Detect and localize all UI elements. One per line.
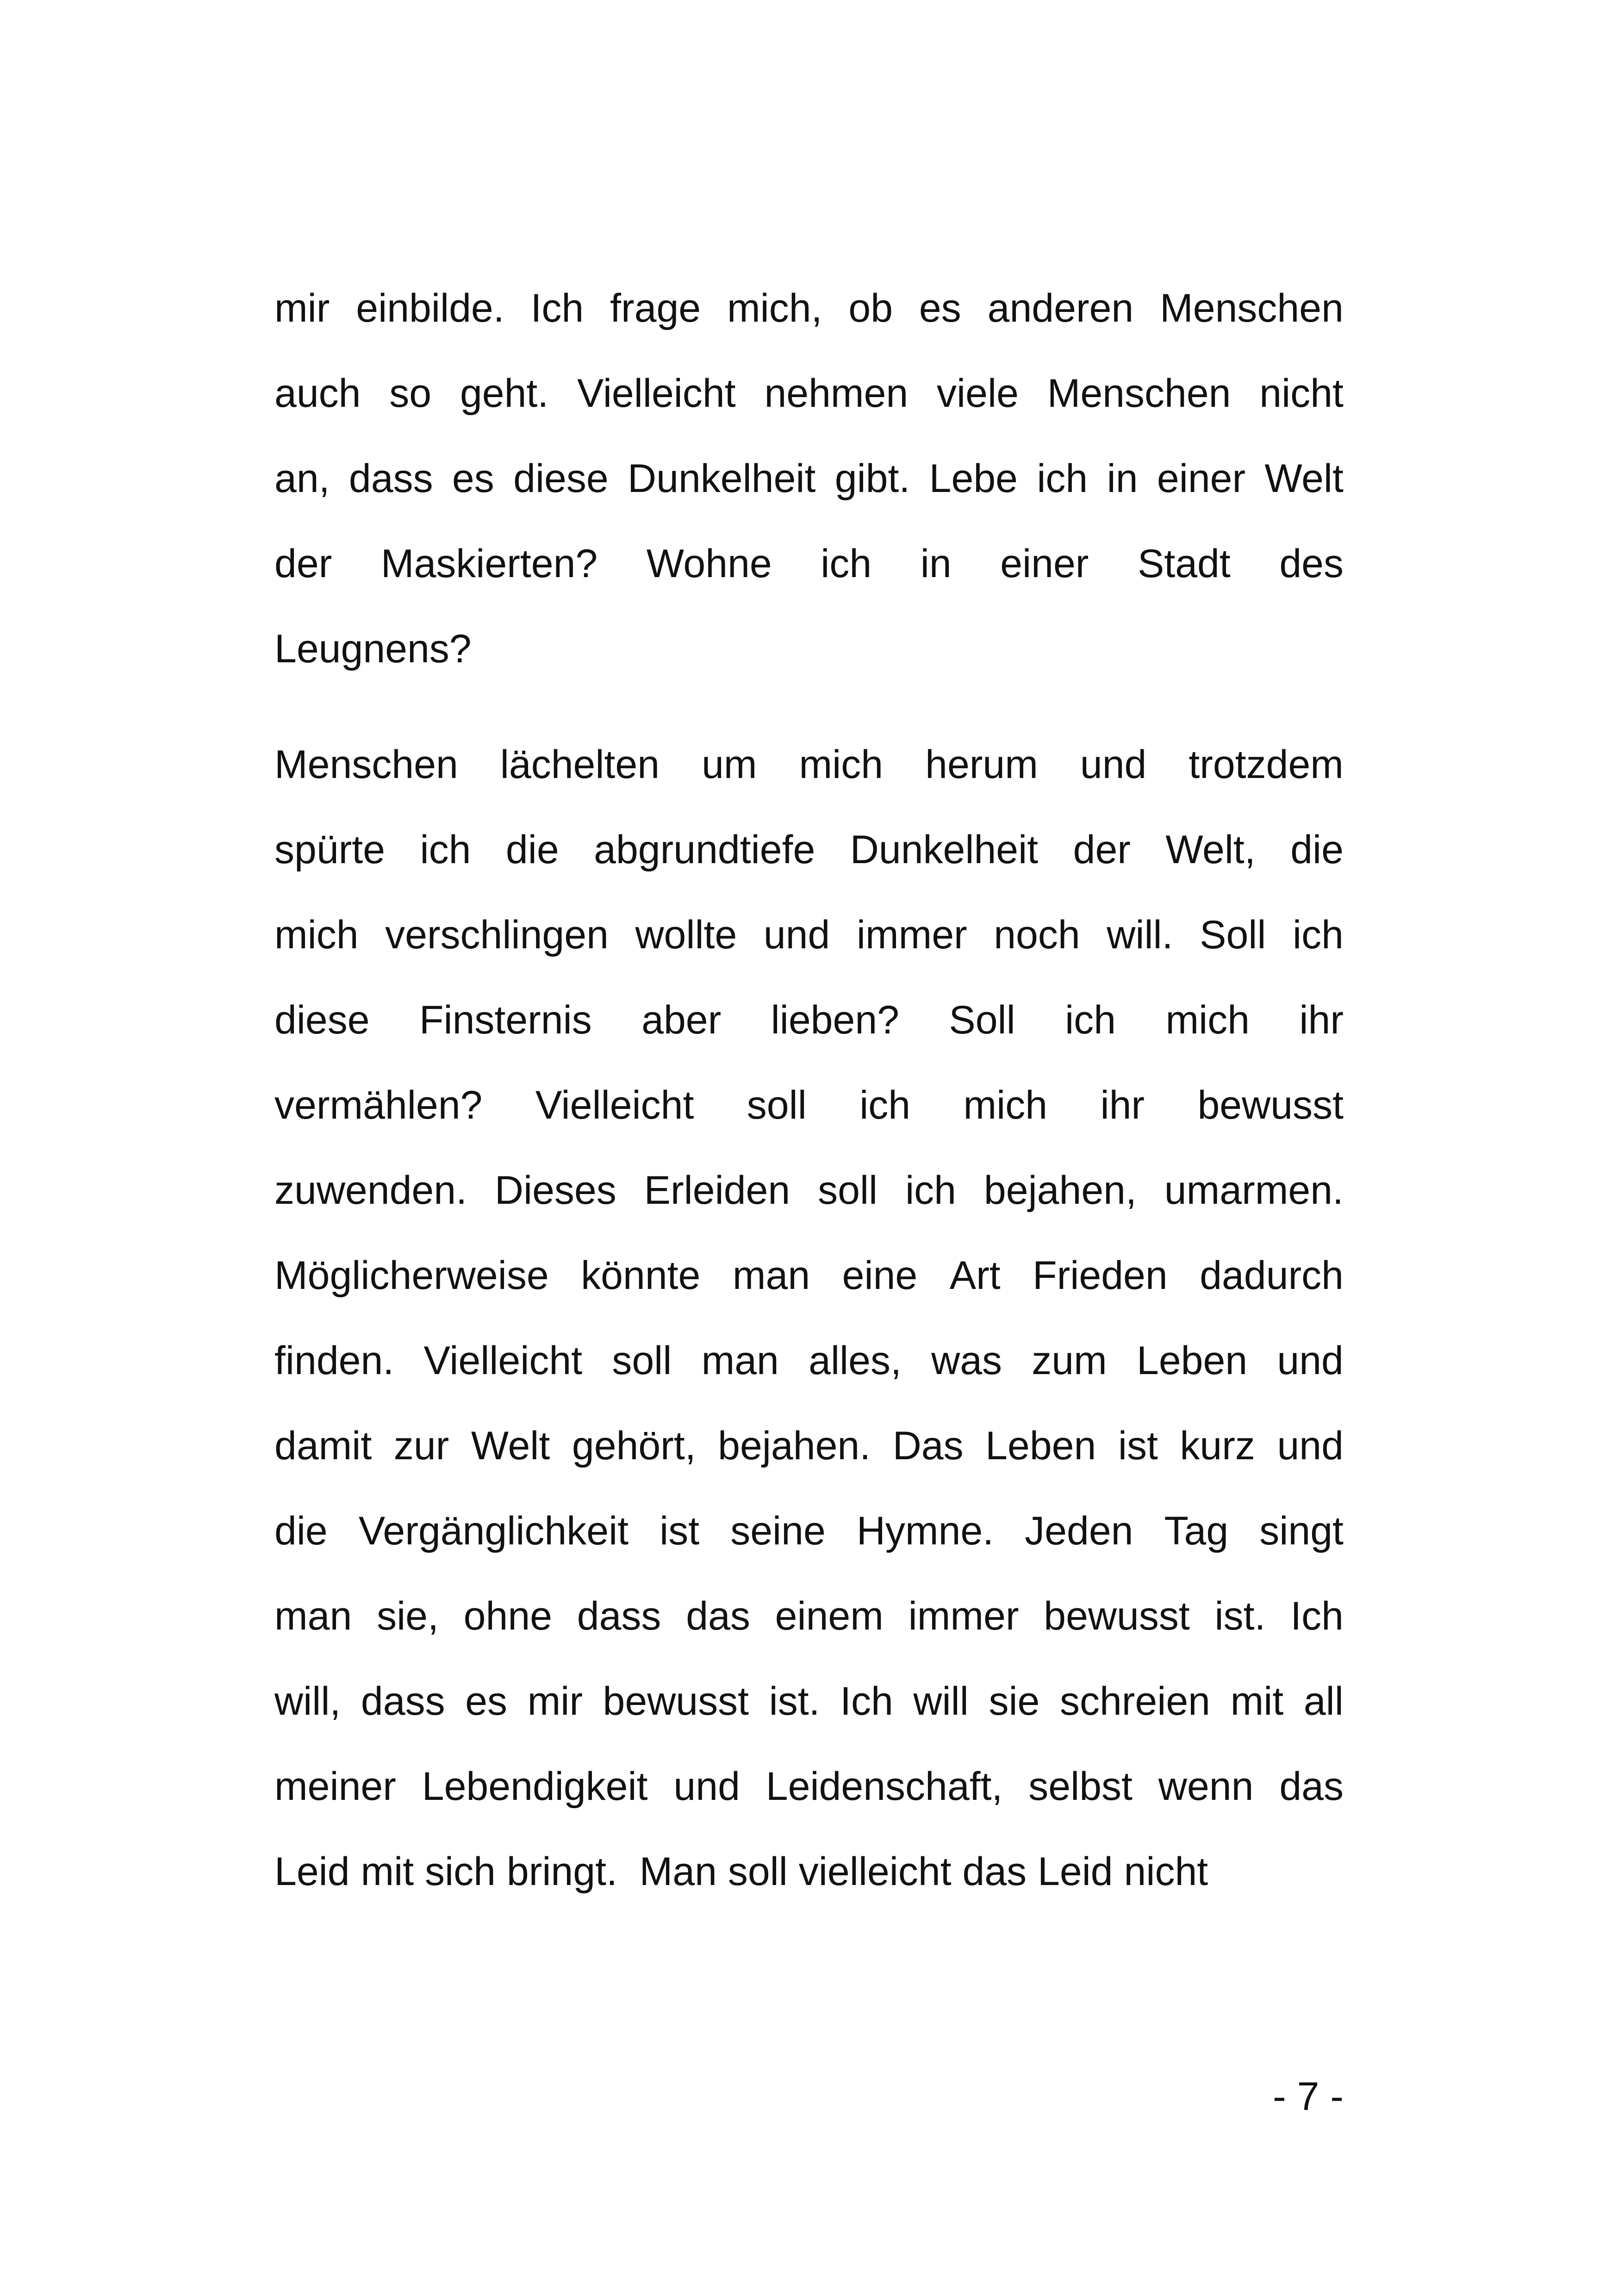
word: die bbox=[274, 1509, 328, 1553]
word: bewusst bbox=[1197, 1083, 1344, 1127]
text-line bbox=[274, 1063, 1344, 1148]
word: es bbox=[452, 456, 494, 501]
text-line bbox=[274, 436, 1344, 521]
word: Lebe bbox=[929, 456, 1018, 501]
word: nehmen bbox=[764, 371, 909, 416]
word: man bbox=[732, 1253, 810, 1298]
word: vermählen? bbox=[274, 1083, 483, 1127]
word: zuwenden. bbox=[274, 1168, 467, 1213]
word: sie, bbox=[377, 1594, 439, 1638]
word: wollte bbox=[635, 913, 737, 957]
word: Welt bbox=[1264, 456, 1344, 501]
word: mir bbox=[274, 286, 330, 330]
word: Frieden bbox=[1033, 1253, 1168, 1298]
word: frage bbox=[610, 286, 701, 330]
text-line: Leid mit sich bringt. Man soll vielleicht das Leid nicht bbox=[274, 1849, 1208, 1894]
word: will. bbox=[1107, 913, 1173, 957]
text-line bbox=[274, 1488, 1344, 1574]
word: Ich bbox=[840, 1679, 893, 1724]
word: dass bbox=[577, 1594, 661, 1638]
word: Dunkelheit bbox=[850, 828, 1039, 872]
text-line bbox=[274, 1744, 1344, 1829]
word: mich bbox=[1165, 998, 1250, 1042]
word: viele bbox=[937, 371, 1019, 416]
word: ich bbox=[420, 828, 471, 872]
word: bejahen. bbox=[718, 1424, 871, 1468]
word: mit bbox=[1230, 1679, 1284, 1724]
word: ich bbox=[1037, 456, 1088, 501]
paragraph-1 bbox=[274, 266, 1344, 691]
word: herum bbox=[925, 742, 1038, 787]
word: meiner bbox=[274, 1764, 396, 1809]
word: Lebendigkeit bbox=[422, 1764, 648, 1809]
word: geht. bbox=[460, 371, 549, 416]
word: anderen bbox=[987, 286, 1134, 330]
text-line bbox=[274, 521, 1344, 606]
word: eine bbox=[842, 1253, 918, 1298]
word: und bbox=[1080, 742, 1147, 787]
word: finden. bbox=[274, 1338, 394, 1383]
word: gehört, bbox=[572, 1424, 696, 1468]
word: Wohne bbox=[646, 541, 772, 586]
text-line bbox=[274, 1318, 1344, 1403]
word: soll bbox=[818, 1168, 878, 1213]
word: Ich bbox=[530, 286, 584, 330]
word: nicht bbox=[1259, 371, 1344, 416]
word: man bbox=[701, 1338, 779, 1383]
text-line bbox=[274, 266, 1344, 351]
word: die bbox=[1290, 828, 1344, 872]
word: der bbox=[1073, 828, 1131, 872]
word: diese bbox=[513, 456, 609, 501]
word: und bbox=[1277, 1338, 1344, 1383]
word: ich bbox=[905, 1168, 956, 1213]
word: einbilde. bbox=[356, 286, 504, 330]
word: sie bbox=[989, 1679, 1040, 1724]
word: es bbox=[465, 1679, 507, 1724]
word: einer bbox=[1000, 541, 1089, 586]
word: dass bbox=[348, 456, 433, 501]
word: Tag bbox=[1164, 1509, 1229, 1553]
word: Vergänglichkeit bbox=[358, 1509, 629, 1553]
text-line bbox=[274, 892, 1344, 977]
word: und bbox=[1277, 1424, 1344, 1468]
word: bewusst bbox=[1044, 1594, 1190, 1638]
word: in bbox=[920, 541, 952, 586]
word: mir bbox=[527, 1679, 583, 1724]
word: Art bbox=[949, 1253, 1001, 1298]
word: Vielleicht bbox=[577, 371, 736, 416]
word: Menschen bbox=[1160, 286, 1344, 330]
word: dass bbox=[361, 1679, 445, 1724]
text-line bbox=[274, 1659, 1344, 1744]
word: und bbox=[763, 913, 830, 957]
word: wenn bbox=[1158, 1764, 1254, 1809]
text-line bbox=[274, 1148, 1344, 1233]
word: ich bbox=[1065, 998, 1116, 1042]
word: Erleiden bbox=[644, 1168, 790, 1213]
text-line bbox=[274, 1574, 1344, 1659]
word: bejahen, bbox=[983, 1168, 1137, 1213]
text-line bbox=[274, 1403, 1344, 1488]
word: verschlingen bbox=[385, 913, 609, 957]
word: ob bbox=[848, 286, 893, 330]
word: mich bbox=[963, 1083, 1048, 1127]
word: diese bbox=[274, 998, 370, 1042]
word: immer bbox=[908, 1594, 1019, 1638]
word: ihr bbox=[1299, 998, 1344, 1042]
word: Menschen bbox=[274, 742, 458, 787]
word: ich bbox=[821, 541, 872, 586]
word: und bbox=[673, 1764, 740, 1809]
word: das bbox=[686, 1594, 750, 1638]
word: an, bbox=[274, 456, 330, 501]
word: selbst bbox=[1028, 1764, 1133, 1809]
word: Maskierten? bbox=[380, 541, 598, 586]
word: schreien bbox=[1059, 1679, 1211, 1724]
word: Leidenschaft, bbox=[765, 1764, 1003, 1809]
word: mich, bbox=[727, 286, 822, 330]
word: zum bbox=[1032, 1338, 1107, 1383]
word: man bbox=[274, 1594, 352, 1638]
word: singt bbox=[1259, 1509, 1344, 1553]
word: Leben bbox=[1137, 1338, 1248, 1383]
word: Leben bbox=[985, 1424, 1096, 1468]
word: es bbox=[919, 286, 961, 330]
word: Möglicherweise bbox=[274, 1253, 549, 1298]
word: noch bbox=[994, 913, 1080, 957]
word: was bbox=[931, 1338, 1002, 1383]
word: in bbox=[1107, 456, 1138, 501]
word: Hymne. bbox=[856, 1509, 994, 1553]
word: Soll bbox=[949, 998, 1015, 1042]
paragraph-2 bbox=[274, 722, 1344, 1914]
text-line bbox=[274, 722, 1344, 807]
word: Welt bbox=[471, 1424, 550, 1468]
word: bewusst bbox=[603, 1679, 749, 1724]
word: ist bbox=[1118, 1424, 1158, 1468]
word: einem bbox=[775, 1594, 884, 1638]
word: die bbox=[505, 828, 559, 872]
word: Stadt bbox=[1137, 541, 1231, 586]
text-line bbox=[274, 807, 1344, 892]
word: will bbox=[913, 1679, 969, 1724]
word: ist bbox=[660, 1509, 700, 1553]
word: ich bbox=[1293, 913, 1344, 957]
word: der bbox=[274, 541, 332, 586]
word: könnte bbox=[581, 1253, 701, 1298]
text-line: Leugnens? bbox=[274, 627, 472, 671]
word: damit bbox=[274, 1424, 372, 1468]
word: Das bbox=[892, 1424, 964, 1468]
page-number: - 7 - bbox=[1273, 2074, 1344, 2119]
word: ohne bbox=[463, 1594, 552, 1638]
word: spürte bbox=[274, 828, 386, 872]
word: Finsternis bbox=[419, 998, 592, 1042]
word: gibt. bbox=[834, 456, 910, 501]
word: all bbox=[1303, 1679, 1344, 1724]
text-line bbox=[274, 351, 1344, 436]
word: seine bbox=[730, 1509, 826, 1553]
word: so bbox=[389, 371, 432, 416]
word: soll bbox=[747, 1083, 807, 1127]
word: ihr bbox=[1100, 1083, 1145, 1127]
word: lächelten bbox=[500, 742, 660, 787]
word: ist. bbox=[1214, 1594, 1266, 1638]
word: Menschen bbox=[1047, 371, 1231, 416]
word: ich bbox=[859, 1083, 911, 1127]
word: ist. bbox=[769, 1679, 820, 1724]
word: alles, bbox=[809, 1338, 902, 1383]
word: das bbox=[1279, 1764, 1344, 1809]
word: Soll bbox=[1200, 913, 1266, 957]
text-line bbox=[274, 1233, 1344, 1318]
word: Dunkelheit bbox=[628, 456, 816, 501]
word: um bbox=[702, 742, 757, 787]
word: Vielleicht bbox=[423, 1338, 583, 1383]
word: soll bbox=[612, 1338, 672, 1383]
word: Ich bbox=[1290, 1594, 1344, 1638]
word: lieben? bbox=[771, 998, 899, 1042]
word: des bbox=[1279, 541, 1344, 586]
word: Jeden bbox=[1025, 1509, 1133, 1553]
word: aber bbox=[641, 998, 722, 1042]
word: immer bbox=[856, 913, 967, 957]
word: abgrundtiefe bbox=[594, 828, 815, 872]
word: will, bbox=[274, 1679, 341, 1724]
word: umarmen. bbox=[1164, 1168, 1344, 1213]
word: mich bbox=[799, 742, 884, 787]
word: einer bbox=[1157, 456, 1246, 501]
word: kurz bbox=[1180, 1424, 1255, 1468]
word: mich bbox=[274, 913, 359, 957]
word: Vielleicht bbox=[535, 1083, 694, 1127]
word: zur bbox=[393, 1424, 449, 1468]
word: Dieses bbox=[494, 1168, 616, 1213]
word: dadurch bbox=[1200, 1253, 1344, 1298]
text-line bbox=[274, 977, 1344, 1063]
word: auch bbox=[274, 371, 361, 416]
word: Welt, bbox=[1165, 828, 1256, 872]
word: trotzdem bbox=[1189, 742, 1344, 787]
